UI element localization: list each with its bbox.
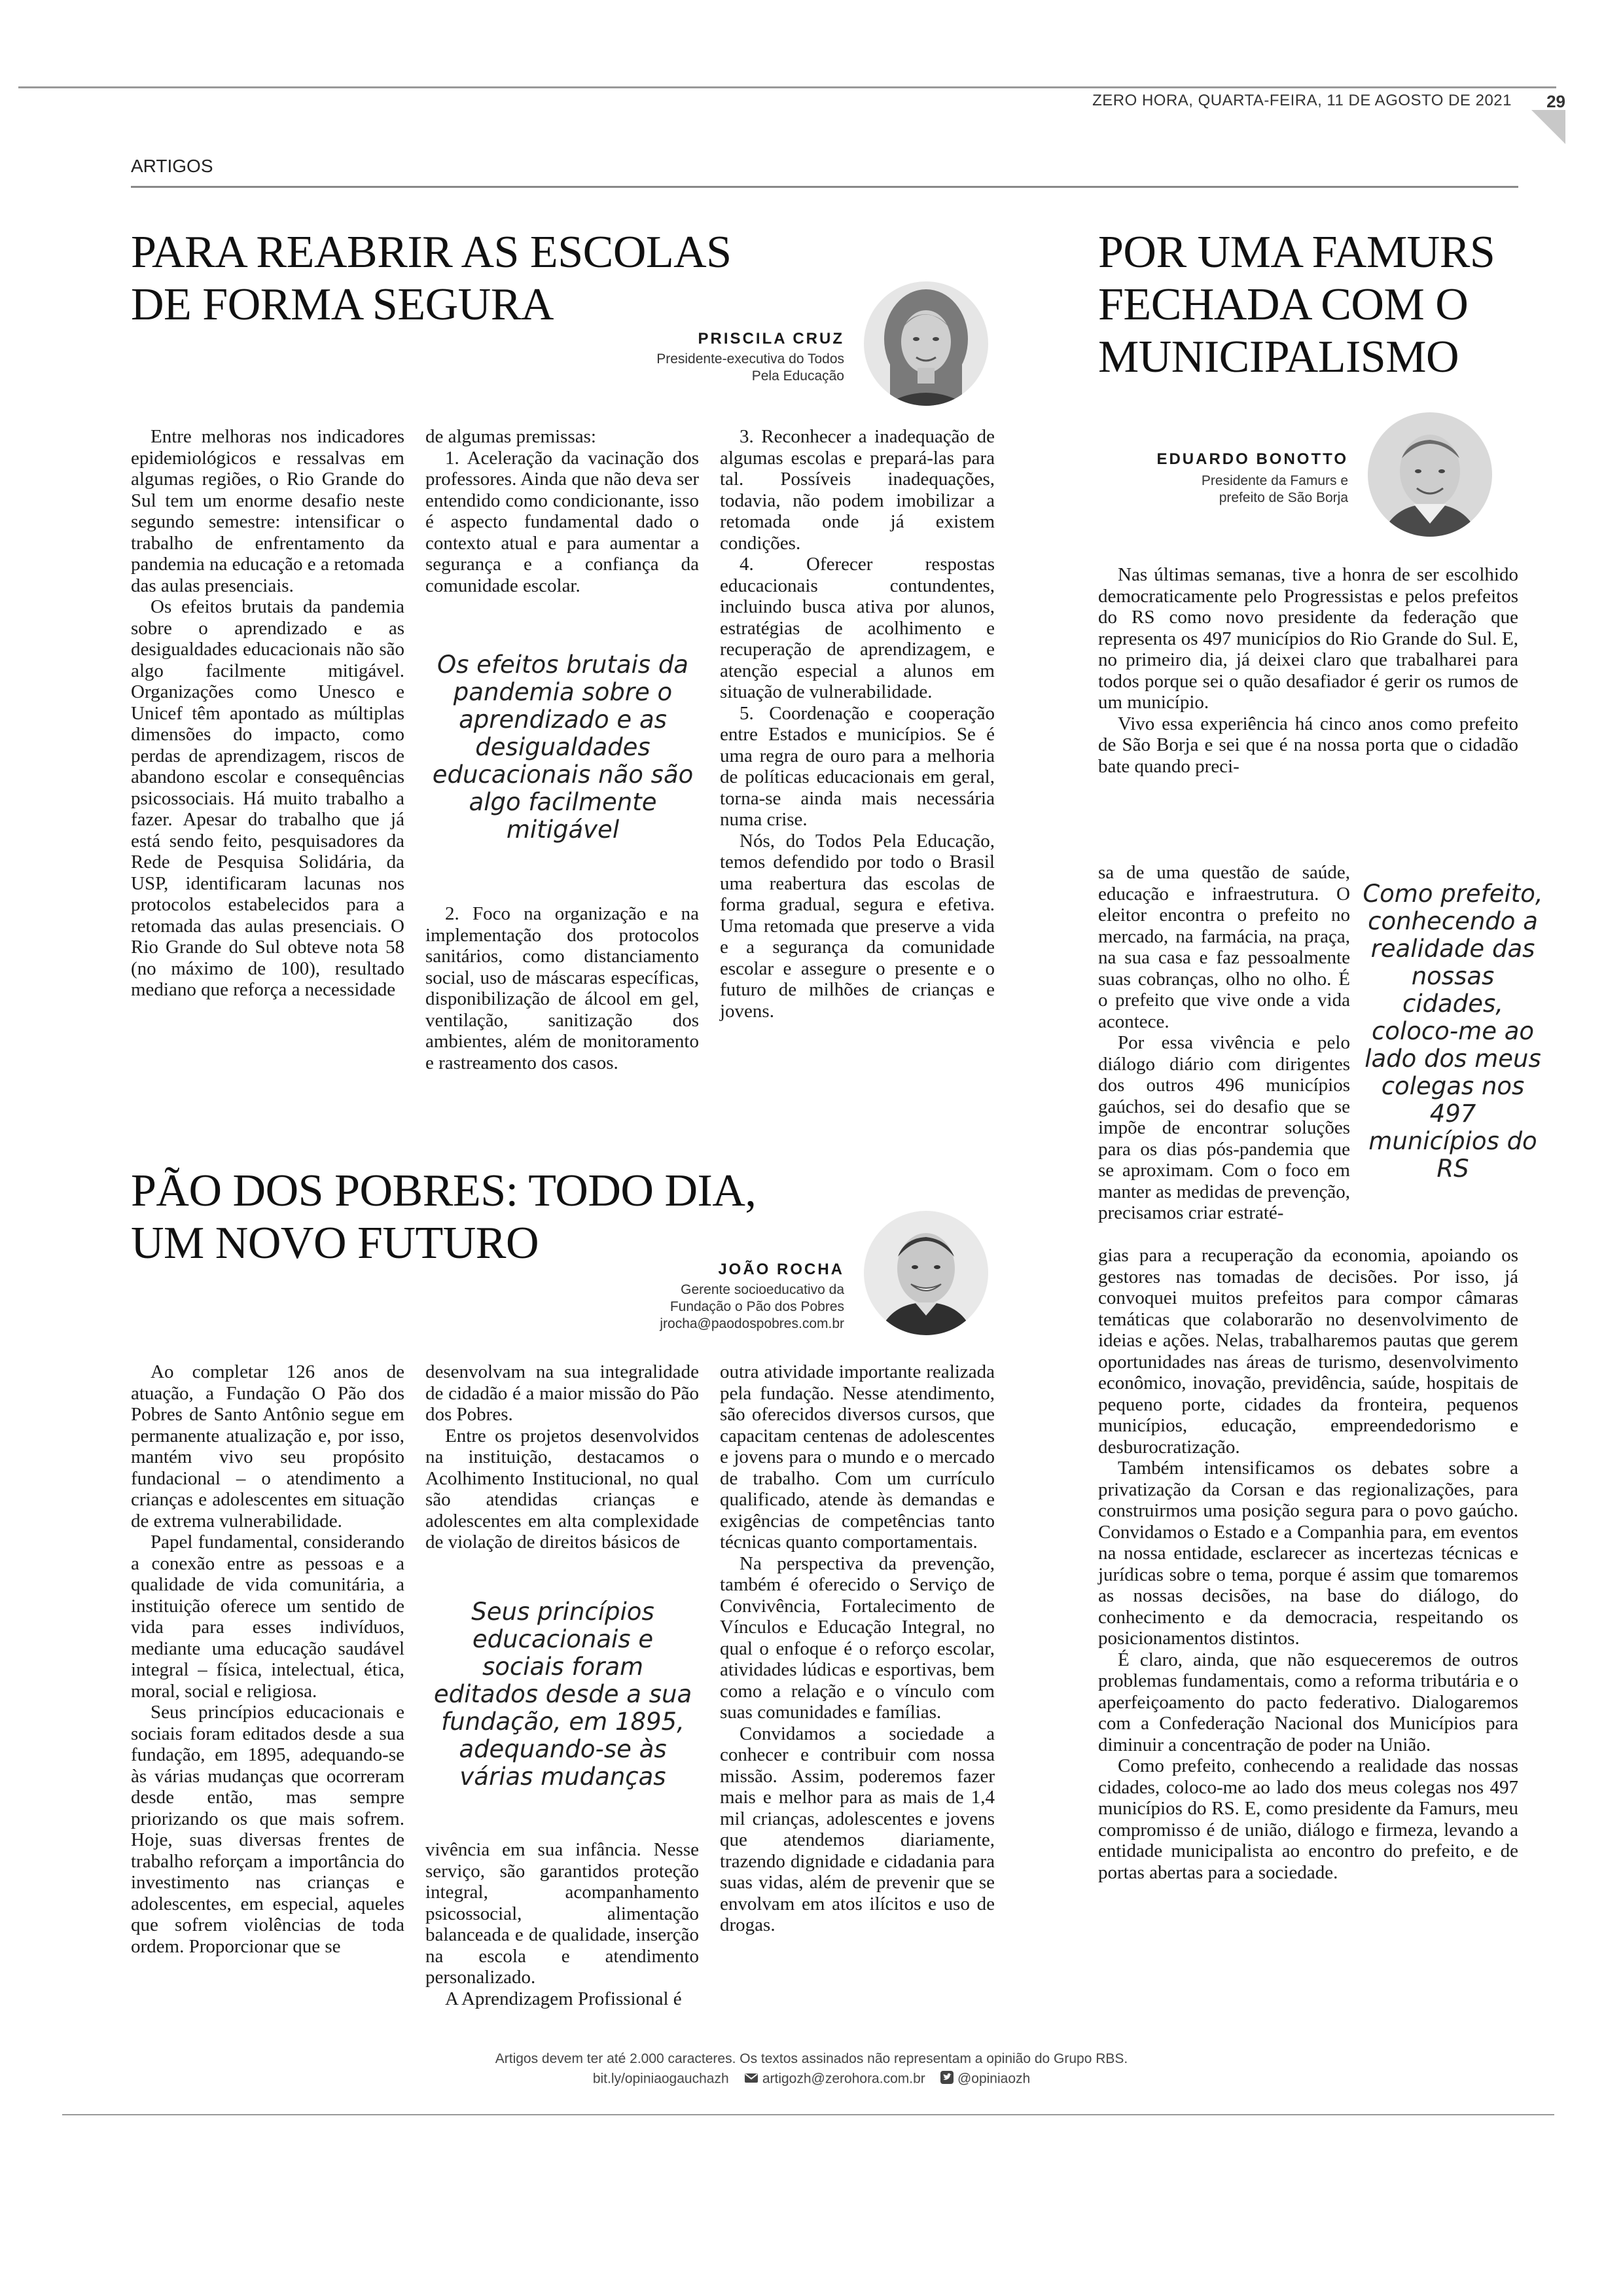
section-label: ARTIGOS <box>131 156 213 176</box>
article2-headline: POR UMA FAMURS FECHADA COM O MUNICIPALISMO <box>1098 227 1495 382</box>
article3-role: Gerente socioeducativo da Fundação o Pão dos Pobres jrocha@paodospobres.com.br <box>660 1282 844 1331</box>
article1-column-3: 3. Reconhecer a inadequação de algumas escolas e prepará-las para tal. Possíveis inadequações, todavia, não podem imobilizar a retomada onde já existem condições. 4. Oferecer respostas educacionais contundentes, incluindo busca ativa por alunos, estratégias de acolhimento e recuperação de aprendizagem, e atenção especial a alunos em situação de vulnerabilidade. 5. Coordenação e cooperação entre Estados e municípios. Se é uma regra de ouro para a melhoria de políticas educacionais em geral, torna-se ainda mais necessária numa crise. Nós, do Todos Pela Educação, temos defendido por todo o Brasil uma reabertura das escolas de forma gradual, segura e efetiva. Uma retomada que preserve a vida e a segurança da comunidade escolar e assegure o presente e o futuro de milhões de crianças e jovens. <box>720 426 995 1022</box>
article2-pull-quote: Como prefeito, conhecendo a realidade das nossas cidades, coloco-me ao lado dos meus colegas nos 497 municípios do RS <box>1363 880 1543 1183</box>
footer-email[interactable]: artigozh@zerohora.com.br <box>762 2071 925 2087</box>
section-rule <box>131 186 1518 188</box>
article2-column-narrow: sa de uma questão de saúde, educação e infraestrutura. O eleitor encontra o prefeito no mercado, na farmácia, na praça, na sua casa e faz pessoalmente suas cobranças, olho no olho. É o prefeito que vive onde a vida acontece. Por essa vivência e pelo diálogo diário com dirigentes dos outros 496 municípios gaúchos, sei do desafio que se impõe de encontrar soluções para os dias pós-pandemia que se aproximam. Com o foco em manter as medidas de prevenção, precisamos criar estraté- <box>1098 862 1350 1223</box>
article3-pull-quote: Seus princípios educacionais e sociais foram editados desde a sua fundação, em 1895, adequando-se às várias mudanças <box>433 1598 692 1791</box>
author-email[interactable]: jrocha@paodospobres.com.br <box>660 1316 844 1331</box>
folio: ZERO HORA, QUARTA-FEIRA, 11 DE AGOSTO DE 2021 <box>1092 92 1512 109</box>
article2-column-top: Nas últimas semanas, tive a honra de ser escolhido democraticamente pelo Progressistas e pelos prefeitos do RS como novo presidente da federação que representa os 497 municípios do Rio Grande do Sul. E, no primeiro dia, já deixei claro que trabalharei para todos porque sei o quão desafiador é gerir os rumos de um município. Vivo essa experiência há cinco anos como prefeito de São Borja e sei que é na nossa porta que o cidadão bate quando preci- <box>1098 564 1518 777</box>
footer-note: Artigos devem ter até 2.000 caracteres. Os textos assinados não representam a opinião do Grupo RBS. <box>495 2051 1128 2066</box>
article3-author: JOÃO ROCHA <box>718 1261 844 1278</box>
article3-column-2b: vivência em sua infância. Nesse serviço, são garantidos proteção integral, acompanhamento psicossocial, alimentação balanceada e de qualidade, inserção na escola e atendimento personalizado. A Aprendizagem Profissional é <box>425 1839 699 2009</box>
footer-twitter[interactable]: @opiniaozh <box>957 2071 1031 2087</box>
article1-pull-quote: Os efeitos brutais da pandemia sobre o aprendizado e as desigualdades educacionais não são algo facilmente mitigável <box>432 651 694 844</box>
article3-column-3: outra atividade importante realizada pela fundação. Nesse atendimento, são oferecidos diversos cursos, que capacitam centenas de adolescentes e jovens para o mundo e o mercado de trabalho. Com um currículo qualificado, atende às demandas e exigências de competências tanto técnicas quanto comportamentais. Na perspectiva da prevenção, também é oferecido o Serviço de Convivência, Fortalecimento de Vínculos e Educação Integral, no qual o enfoque é o reforço escolar, atividades lúdicas e esportivas, bem como a relação e o vínculo com suas comunidades e famílias. Convidamos a sociedade a conhecer e contribuir com nossa missão. Assim, poderemos fazer mais e melhor para as mais de 1,4 mil crianças, adolescentes e jovens que atendemos diariamente, trazendo dignidade e cidadania para suas vidas, além de prevenir que se envolvam em atos ilícitos e uso de drogas. <box>720 1361 995 1935</box>
page-number: 29 <box>1546 92 1565 111</box>
article1-role: Presidente-executiva do Todos Pela Educação <box>656 351 844 384</box>
headline-line: PARA REABRIR AS ESCOLAS <box>131 227 732 278</box>
bottom-rule <box>62 2114 1554 2115</box>
article1-author-photo <box>864 281 988 406</box>
article2-role: Presidente da Famurs e prefeito de São Borja <box>1201 473 1348 505</box>
article3-column-1: Ao completar 126 anos de atuação, a Fundação O Pão dos Pobres de Santo Antônio segue em permanente atualização e, por isso, mantém vivo seu propósito fundacional – o atendimento a crianças e adolescentes em situação de extrema vulnerabilidade. Papel fundamental, considerando a conexão entre as pessoas e a qualidade de vida comunitária, a instituição oferece um sentido de vida para esses indivíduos, mediante uma educação saudável integral – física, intelectual, ética, moral, social e religiosa. Seus princípios educacionais e sociais foram editados desde a sua fundação, em 1895, adequando-se às várias mudanças que ocorreram desde então, mas sempre priorizando os que mais sofrem. Hoje, suas diversas frentes de trabalho reforçam a importância do investimento nas crianças e adolescentes, em especial, aqueles que sofrem violências de toda ordem. Proporcionar que se <box>131 1361 404 1957</box>
envelope-icon <box>744 2072 758 2087</box>
twitter-icon <box>940 2071 954 2088</box>
headline-line: DE FORMA SEGURA <box>131 279 554 330</box>
article1-author: PRISCILA CRUZ <box>698 330 844 348</box>
article1-column-2b: 2. Foco na organização e na implementação dos protocolos sanitários, como distanciamento social, uso de máscaras específicas, disponibilização de álcool em gel, ventilação, sanitização dos ambientes, além de monitoramento e rastreamento dos casos. <box>425 903 699 1073</box>
article1-headline <box>131 226 732 331</box>
article1-column-2: de algumas premissas: 1. Aceleração da vacinação dos professores. Ainda que não deva ser entendido como condicionante, isso é aspecto fundamental dado o contexto atual e para aumentar a segurança e a confiança da comunidade escolar. <box>425 426 699 596</box>
footer-contacts <box>0 2071 1623 2088</box>
article2-column-bottom: gias para a recuperação da economia, apoiando os gestores nas tomadas de decisões. Por isso, já convoquei muitos prefeitos para compor câmaras temáticas que colaborarão no desenvolvimento de ideias e ações. Nelas, trabalharemos pautas que gerem oportunidades nas áreas de turismo, desenvolvimento econômico, inovação, previdência, saúde, hospitais de pequeno porte, cidades da fronteira, pequenos municípios, educação, empreendedorismo e desburocratização. Também intensificamos os debates sobre a privatização da Corsan e das regionalizações, para construirmos uma posição segura para o povo gaúcho. Convidamos o Estado e a Companhia para, em eventos na nossa entidade, esclarecer as incertezas técnicas e jurídicas sobre o tema, porque é assim que tomaremos as nossas decisões, na base do diálogo, do conhecimento e da democracia, respeitando os posicionamentos distintos. É claro, ainda, que não esqueceremos de outros problemas fundamentais, como a reforma tributária e o aperfeiçoamento do pacto federativo. Dialogaremos com a Confederação Nacional dos Municípios para diminuir a concentração de poder na União. Como prefeito, conhecendo a realidade das nossas cidades, coloco-me ao lado dos meus colegas nos 497 municípios do RS. E, como presidente da Famurs, meu compromisso é de união, diálogo e firmeza, levando a entidade municipalista ao encontro do prefeito, e de portas abertas para a sociedade. <box>1098 1245 1518 1883</box>
footer-link[interactable]: bit.ly/opiniaogauchazh <box>592 2071 729 2087</box>
article2-author-photo <box>1368 412 1492 537</box>
top-rule <box>18 86 1556 88</box>
page-corner <box>1531 110 1565 144</box>
article1-column-1: Entre melhoras nos indicadores epidemiológicos e ressalvas em algumas regiões, o Rio Grande do Sul tem um enorme desafio neste segundo semestre: intensificar o trabalho de enfrentamento da pandemia na educação e a retomada das aulas presenciais. Os efeitos brutais da pandemia sobre o aprendizado e as desigualdades educacionais não são algo facilmente mitigável. Organizações como Unesco e Unicef têm apontado as múltiplas dimensões do impacto, como perdas de aprendizagem, riscos de abandono escolar e consequências psicossociais. Há muito trabalho a fazer. Apesar do trabalho que já está sendo feito, pesquisadores da Rede de Pesquisa Solidária, da USP, identificaram lacunas nos protocolos estabelecidos para a retomada das aulas presenciais. O Rio Grande do Sul obteve nota 58 (no máximo de 100), resultado mediano que reforça a necessidade <box>131 426 404 1000</box>
article3-headline: PÃO DOS POBRES: TODO DIA, UM NOVO FUTURO <box>131 1166 757 1268</box>
article3-author-photo <box>864 1211 988 1335</box>
article3-column-2: desenvolvam na sua integralidade de cidadão é a maior missão do Pão dos Pobres. Entre os projetos desenvolvidos na instituição, destacamos o Acolhimento Institucional, no qual são atendidas crianças e adolescentes em alta complexidade de violação de direitos básicos de <box>425 1361 699 1552</box>
article2-author: EDUARDO BONOTTO <box>1156 450 1348 468</box>
